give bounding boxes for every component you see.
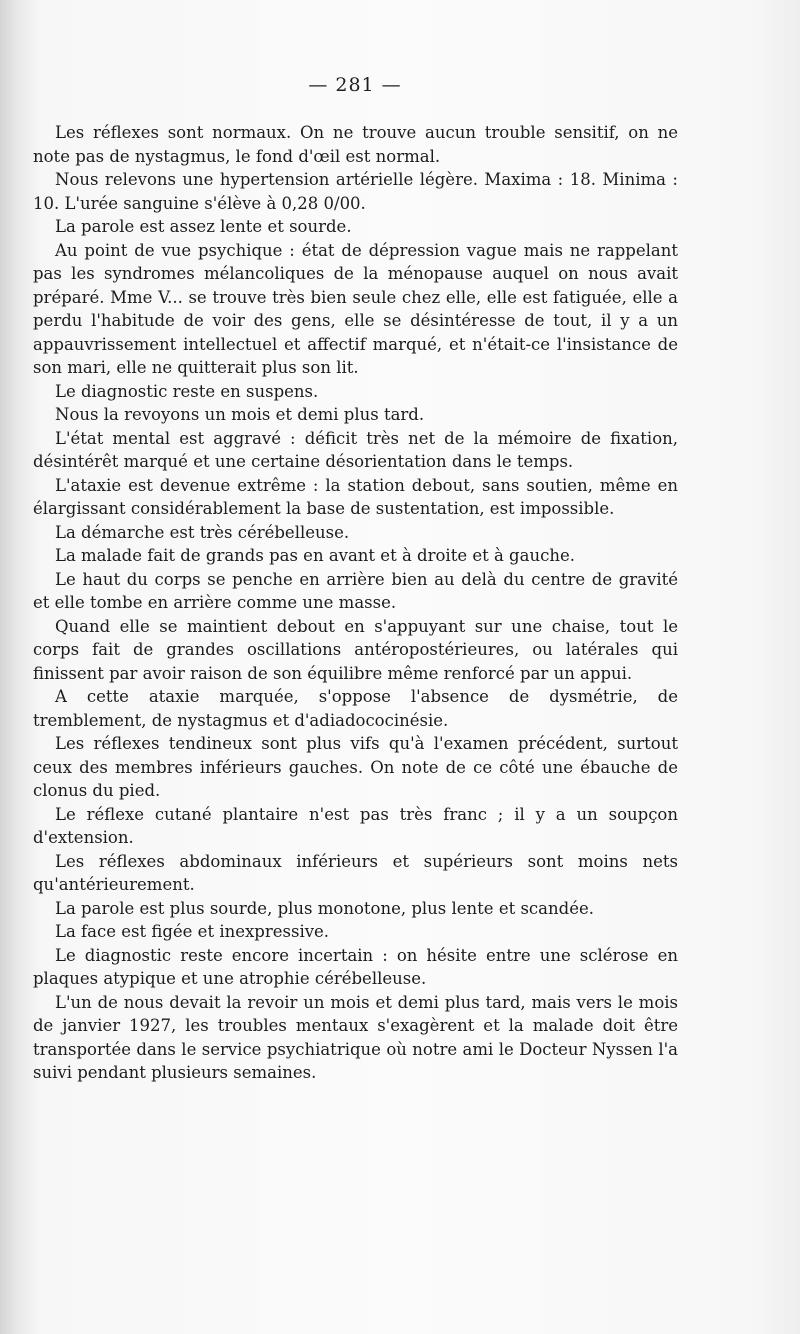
paragraph: Les réflexes abdominaux inférieurs et supérieurs sont moins nets qu'antérieurement. (33, 851, 678, 894)
paragraph: L'un de nous devait la revoir un mois et demi plus tard, mais vers le mois de janvier 1927, les troubles mentaux s'exagèrent et la malade doit être transportée dans le service psychiatrique où notre ami le Docteur Nyssen l'a suivi pendant plusieurs semaines. (33, 992, 678, 1082)
paragraph: Nous la revoyons un mois et demi plus tard. (55, 405, 425, 424)
paragraph: L'ataxie est devenue extrême : la station debout, sans soutien, même en élargissant considérablement la base de sustentation, est impossible. (33, 475, 678, 518)
paragraph: L'état mental est aggravé : déficit très net de la mémoire de fixation, désintérêt marqué et une certaine désorientation dans le temps. (33, 428, 678, 471)
paragraph: La démarche est très cérébelleuse. (55, 522, 350, 542)
paragraph: Le haut du corps se penche en arrière bien au delà du centre de gravité et elle tombe en arrière comme une masse. (33, 569, 678, 612)
paragraph: La parole est plus sourde, plus monotone, plus lente et scandée. (55, 898, 594, 918)
paragraph: Le réflexe cutané plantaire n'est pas très franc ; il y a un soupçon d'extension. (33, 804, 678, 847)
page-number: — 281 — (308, 74, 402, 96)
paragraph: Les réflexes tendineux sont plus vifs qu'à l'examen précédent, surtout ceux des membres inférieurs gauches. On note de ce côté une ébauche de clonus du pied. (33, 734, 678, 800)
paragraph: Au point de vue psychique : état de dépression vague mais ne rappelant pas les syndromes mélancoliques de la ménopause auquel on nous avait préparé. Mme V... se trouve très bien seule chez elle, elle est fatiguée, elle a perdu l'habitude de voir des gens, elle se désintéresse de tout, il y a un appauvrissement intellectuel et affectif marqué, et n'était-ce l'insistance de son mari, elle ne quitterait plus son lit. (33, 240, 678, 377)
paragraph: A cette ataxie marquée, s'oppose l'absence de dysmétrie, de tremblement, de nystagmus et d'adiadococinésie. (33, 687, 678, 730)
body-text (33, 121, 678, 1085)
paragraph: Le diagnostic reste encore incertain : on hésite entre une sclérose en plaques atypique et une atrophie cérébelleuse. (33, 945, 678, 988)
paragraph: La malade fait de grands pas en avant et à droite et à gauche. (55, 546, 575, 565)
paragraph: La face est figée et inexpressive. (55, 922, 330, 941)
paragraph: Quand elle se maintient debout en s'appuyant sur une chaise, tout le corps fait de grandes oscillations antéropostérieures, ou latérales qui finissent par avoir raison de son équilibre même renforcé par un appui. (33, 616, 678, 683)
paragraph: Le diagnostic reste en suspens. (55, 381, 319, 401)
paragraph: Nous relevons une hypertension artérielle légère. Maxima : 18. Minima : 10. L'urée sanguine s'élève à 0,28 0/00. (33, 170, 678, 213)
paragraph: Les réflexes sont normaux. On ne trouve aucun trouble sensitif, on ne note pas de nystagmus, le fond d'œil est normal. (33, 123, 678, 166)
paragraph: La parole est assez lente et sourde. (55, 217, 352, 236)
